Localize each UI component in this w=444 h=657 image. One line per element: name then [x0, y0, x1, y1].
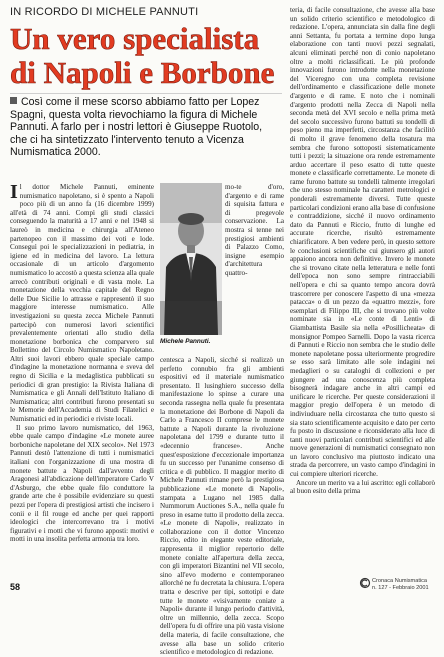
- lede-text: Così come il mese scorso abbiamo fatto per Lopez Spagni, questa volta rievochiamo la figura di Michele Pannuti. A farlo per i nostri lettori è Giuseppe Ruotolo, che ci ha sintetizzato l'intervento tenuto a Vicenza Numismatica 2000.: [10, 96, 263, 159]
- body-column-1: [10, 183, 154, 583]
- section-kicker: IN RICORDO DI MICHELE PANNUTI: [10, 6, 199, 18]
- magazine-info: [372, 578, 436, 592]
- magazine-logo-icon: [360, 578, 370, 588]
- page-number: 58: [10, 582, 21, 592]
- drop-cap: I: [10, 181, 18, 203]
- body-column-3-text: teria, di facile consultazione, che avesse alla base un solido criterio scientifico e metodologico di redazione. L'opera, annunciata sin dalla fine degli anni Settanta, fu portata a termine dopo lunga elaborazione con tanti nuovi pezzi segnalati, alcuni eliminati perché non di conio napoletano oltre a molti riclassificati. Le più profonde innovazioni furono introdotte nella monetazione del Viceregno con una completa revisione dell'ordinamento e classificazione delle monete d'argento e di rame. E noto che i nominali d'argento prodotti nella Zecca di Napoli nella seconda metà del XVI secolo e nella prima metà del secolo successivo furono battuti su tondelli di peso pieno ma imperfetti, circostanza che facilitò di molto il grave fenomeno della tosatura ma sembra che furono sottoposti sistematicamente tutti i pezzi; la situazione ora rende estremamente arduo accertare il peso esatto di tutte queste monete e classificarle correttamente. Le monete di rame furono battute su tondelli talmente irregolari che uno stesso nominale ha caratteri metrologici e ponderali estremamente diversi. Tutte queste particolari condizioni erano alla base di confusione e contraddizione, sicché il nuovo ordinamento dato da Pannuti e Riccio, frutto di lunghe ed accurate ricerche, risultò estremamente chiarificatore. A ben vedere però, in questo settore le conclusioni scientifiche cui giunsero gli autori appaiono ancora non definitive. Invero le monete che si trovano citate nella letteratura e nelle fonti dell'epoca non sono sempre rintracciabili nell'opera e chi sa quanto tempo ancora dovrà trascorrere per conoscere l'aspetto di una «mezza patacca» o di un pezzo da «quattro mezzi», fore esemplari di Filippo III, che si trovano più volte nominate sia in «Le conte di Lenti» di Giambattista Basile sia nella «Posillicheata» di monsignor Pompeo Sarnelli. Dopo la vasta ricerca di Pannuti e Riccio non sembra che le studio delle monete napoletane possa ulteriormente progredire se esso sarà limitato alle sole indagini nei medaglieri o su cataloghi di collezioni e per giungere ad una conoscenza più completa bisognerà indagare anche in altri campi ed unificare le ricerche. Per queste considerazioni il maggior pregio dell'opera è un metodo di indiviuduare nella circostanza che tutto questo si sia stato scientificamente acquisito e dato per certo fu posto in discussione e riconsiderato alla luce di tanti nuovi particolari contributi scientifici ed alle nuove generazioni di numismatici consegnato non un lavoro conclusivo ma piuttosto indicato una strada da percorrere, un vasto campo d'indagini in cui compiere ulteriori ricerche.: [290, 6, 435, 479]
- body-column-1-paragraph-2: Il suo primo lavoro numismatico, del 1963, ebbe quale campo d'indagine «Le monete auree borboniche napoletane del XIX secolo». Nel 1973 Pannuti destò l'attenzione di tutti i numismatici italiani con l'organizzazione di una mostra di monete battute a Napoli dall'avvento degli Aragonesi all'abdicazione dell'imperatore Carlo V d'Asburgo, che ebbe quale filo conduttore la grande arte che è possibile evidenziare su questi pezzi per l'opera di prestigiosi artisti che incisero i conii e il fil rouge ed anche per quei rapporti ideologici che intercorrevano tra i motivi figurativi e i motti che vi furono apposti: motivi e motti in una insolita perfetta armonia tra loro.: [10, 423, 154, 544]
- body-column-1-text: l dottor Michele Pannuti, eminente numismatico napoletano, si è spento a Napoli poco più di un anno fa (16 dicembre 1999) all'età di 74 anni. Compì gli studi classici conseguendo la maturità a 17 anni e nel 1948 si laureò in medicina e chirurgia all'Ateneo partenopeo con il massimo dei voti e lode. Conseguì poi le specializzazioni in pediatria, in igiene ed in medicina del lavoro. La lettura occasionale di un articolo d'argomento numismatico lo accostò a questa scienza alla quale arrecò contributi originali e di vasta mole. La monetazione della vecchia capitale del Regno delle Due Sicilie lo attrasse e rappresentò il suo maggiore interesse numismatico. Alle investigazioni su questa zecca Michele Pannuti partecipò con numerosi lavori scientifici prevalentemente orientati allo studio della monetazione borbonica che comparvero sul Bollettino del Circolo Numismatico Napoletano. Altri suoi lavori ebbero quale speciale campo d'indagine la monetazione normanna e sveva del regno di Sicilia e la medaglistica pubblicati su periodici di gran prestigio: la Rivista Italiana di Numismatica e gli Annali dell'Istituto Italiano di Numismatica; altri contributi furono presentati su le Memorie dell'Accademia di Studi Filatelici e Numismatici ed in periodici e riviste locali.: [10, 183, 154, 424]
- article-headline: Un vero specialista di Napoli e Borbone: [10, 21, 275, 90]
- body-column-2-top: mo-te d'oro, d'argento e di rame di squisita fattura e di pregevole conservazione. La mostra si tenne nei prestigiosi ambienti di Palazzo Como, insigne esempio d'architettura quattro-: [225, 183, 284, 277]
- magazine-name: Cronaca Numismatica: [372, 578, 428, 584]
- article-lede: [10, 96, 282, 159]
- body-column-3: [290, 6, 435, 576]
- portrait-man-icon: [160, 183, 222, 335]
- body-column-2-bottom: centesca a Napoli, sicché si realizzò un perfetto connubio fra gli ambienti espositivi ed il materiale numismatico presentato. Il lusinghiero successo della manifestazione lo spinse a curare una seconda rassegna nella quale fu presentata la monetazione dei Borbone di Napoli da Carlo a Francesco II comprese le monete battute a Napoli durante la rivoluzione napoletana del 1799 e durante tutto il «decennio francese». Anche quest'esposizione d'eccezionale importanza fu un successo per l'unanime consenso di critica e di pubblico. Il maggior merito di Michele Pannuti rimane però la prestigiosa pubblicazione «Le monete di Napoli», stampata a Lugano nel 1985 dalla Nummorum Auctiones S.A., nella quale fu preso in esame tutto il prodotto della zecca. «Le monete di Napoli», realizzato in collaborazione con il dottor Vincenzo Riccio, edito in elegante veste editoriale, rappresenta il miglior repertorio delle monete conialte all'apertura della zecca, con gli imperatori Bizantini nel VII secolo, sino all'evo moderno e contemporaneo allorché ne fu decretata la chiusura. L'opera tratta e descrive per tipi, sottotipi e date tutte le monete «visivamente coniate a Napoli» durante il lungo periodo d'attività, oltre un millennio, della zecca. Scopo dell'opera fu di offrire una più vasta visione della materia, di facile consultazione, che avesse alla base un solido criterio scientifico e metodologico di redazione.: [160, 356, 284, 657]
- divider: [10, 93, 282, 94]
- body-column-3-paragraph-2: Ancore un merito va a lui ascritto: egli collaborò al buon esito della prima: [290, 478, 435, 496]
- magazine-issue: n. 127 - Febbraio 2001: [372, 585, 429, 591]
- portrait-photo: [160, 183, 222, 335]
- photo-caption: Michele Pannuti.: [160, 338, 211, 345]
- lede-square-icon: [10, 97, 17, 104]
